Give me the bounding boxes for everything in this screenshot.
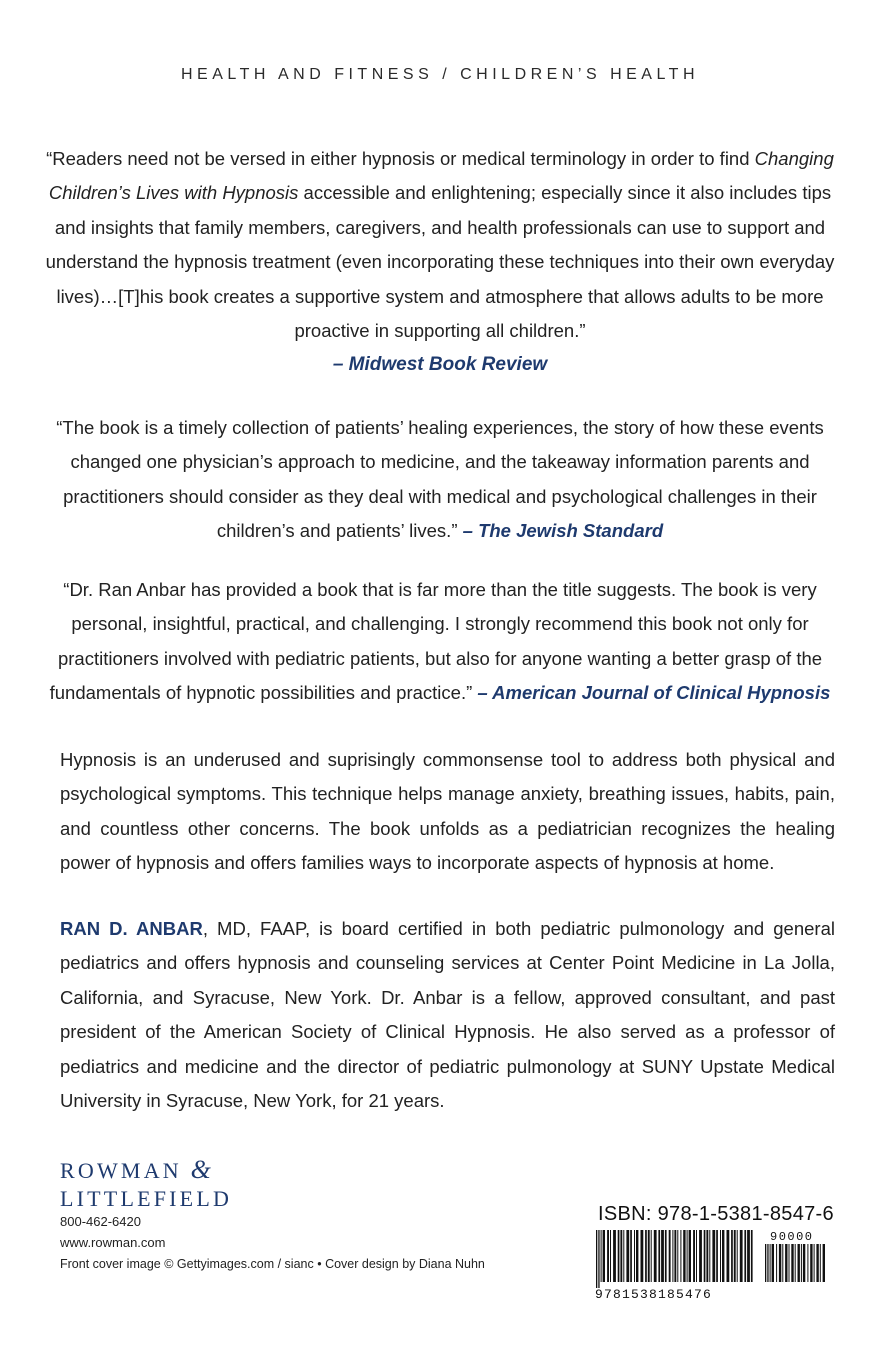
barcode-bar [731,1230,733,1282]
barcode-bar [636,1230,638,1282]
barcode-bar [816,1244,818,1282]
barcode-bar [607,1230,609,1282]
publisher-name-line1: ROWMAN [60,1158,182,1183]
publisher-phone: 800-462-6420 [60,1214,141,1229]
barcode-bar [803,1244,805,1282]
barcode-bar [740,1230,743,1282]
barcode-bar [791,1244,793,1282]
barcode-addon-digits: 90000 [770,1230,814,1244]
barcode-bar [720,1230,721,1282]
barcode-bar [772,1244,774,1282]
barcode-bar [737,1230,738,1282]
barcode-bar [704,1230,706,1282]
quote-text: “The book is a timely collection of patients’ healing experiences, the story of how these events changed one physician’s approach to medicine, and the takeaway information parents and practitioners should consider as they deal with medical and psychological challenges in their children’s and patients’ lives.” [56,417,824,542]
publisher-ampersand: & [190,1155,211,1184]
isbn-label: ISBN: 978-1-5381-8547-6 [598,1203,834,1225]
review-quote-ajch [30,573,850,711]
publisher-website: www.rowman.com [60,1235,166,1250]
barcode-bar [807,1244,808,1282]
barcode-bar [669,1230,671,1282]
barcode-ean-digits: 9781538185476 [595,1287,713,1300]
barcode-bar [765,1244,766,1282]
review-quote-midwest [40,142,840,348]
barcode-bar [654,1230,657,1282]
quote-text-cont: accessible and enlightening; especially since it also includes tips and insights that family members, caregivers, and health professionals can use to support and understand the hypnosis treatment (even incorporating these techniques into their own everyday lives)…[T]his book creates a supportive system and atmosphere that allows adults to be more proactive in supporting all children.” [45,182,835,342]
author-name: RAN D. ANBAR [60,918,203,939]
cover-credits: Front cover image © Gettyimages.com / sianc • Cover design by Diana Nuhn [60,1257,485,1271]
barcode-bar [795,1244,796,1282]
barcode-bar [709,1230,710,1282]
barcode-bar [734,1230,736,1282]
barcode-bar [823,1244,825,1282]
barcode-bar [651,1230,652,1282]
publisher-logo [60,1156,232,1213]
barcode-bar [648,1230,650,1282]
barcode-bar [641,1230,644,1282]
barcode-bar [767,1244,768,1282]
barcode-bar [706,1230,708,1282]
barcode-bar [677,1230,678,1282]
barcode-bar [598,1230,599,1288]
barcode-bar [747,1230,750,1282]
barcode-bar [603,1230,605,1282]
barcode-bar [680,1230,681,1282]
quote-source: – The Jewish Standard [457,520,664,542]
barcode-bar [689,1230,691,1282]
barcode-bar [696,1230,697,1282]
quote-text: “Readers need not be versed in either hypnosis or medical terminology in order to find [46,148,750,169]
barcode-bar [814,1244,815,1282]
barcode-bar [798,1244,800,1282]
barcode-bar [620,1230,622,1282]
barcode-bar [630,1230,632,1282]
barcode-bar [601,1230,602,1282]
barcode-bar [716,1230,718,1282]
barcode-bar [623,1230,624,1282]
author-bio-text: , MD, FAAP, is board certified in both pediatric pulmonology and general pediatrics and offers hypnosis and counseling services at Center Point Medicine in La Jolla, California, and Syracuse, New York. Dr. Anbar is a fellow, approved consultant, and past president of the American Society of Clinical Hypnosis. He also served as a professor of pediatrics and medicine and the director of pediatric pulmonology at SUNY Upstate Medical University in Syracuse, New York, for 21 years. [60,918,835,1112]
barcode-bar [674,1230,676,1282]
book-title: Changing Children’s Lives with Hypnosis [48,148,834,204]
barcode-bar [672,1230,673,1282]
barcode-bar [613,1230,616,1282]
barcode-bar [782,1244,783,1282]
barcode-bar [665,1230,667,1282]
barcode-bar [618,1230,620,1282]
barcode-bar [727,1230,730,1282]
barcode-bar [658,1230,660,1282]
barcode-bar [785,1244,787,1282]
author-bio [60,912,835,1118]
quote-text: “Dr. Ran Anbar has provided a book that is far more than the title suggests. The book is very personal, insightful, practical, and challenging. I strongly recommend this book not only for practitioners involved with pediatric patients, but also for anyone wanting a better grasp of the fundamentals of hypnotic possibilities and practice.” [49,579,823,704]
barcode-image [593,1228,828,1300]
quote-source: – American Journal of Clinical Hypnosis [472,682,831,704]
book-description: Hypnosis is an underused and suprisingly commonsense tool to address both physical and psychological symptoms. This technique helps manage anxiety, breathing issues, habits, pain, and countless other concerns. The book unfolds as a pediatrician recognizes the healing power of hypnosis and offers families ways to incorporate aspects of hypnosis at home. [60,749,835,874]
barcode-bar [626,1230,629,1282]
review-quote-jewish-standard [40,411,840,549]
barcode-bar [699,1230,702,1282]
barcode-bar [645,1230,647,1282]
barcode-bar [722,1230,724,1282]
barcode-bar [712,1230,715,1282]
barcode-bar [820,1244,821,1282]
barcode-bar [779,1244,781,1282]
category-label: HEALTH AND FITNESS / CHILDREN’S HEALTH [180,66,700,83]
barcode-bar [683,1230,685,1282]
barcode-bar [687,1230,688,1282]
barcode-bar [744,1230,746,1282]
barcode-bar [810,1244,812,1282]
barcode-bar [751,1230,753,1282]
publisher-name-line2: LITTLEFIELD [60,1186,233,1211]
barcode-bar [596,1230,597,1288]
barcode-bar [610,1230,611,1282]
barcode-bar [789,1244,790,1282]
barcode-bar [801,1244,802,1282]
barcode-bar [693,1230,695,1282]
barcode-bar [776,1244,777,1282]
barcode-bar [634,1230,635,1282]
barcode-bar [770,1244,771,1282]
barcode-bar [661,1230,664,1282]
quote-source: – Midwest Book Review [332,354,548,375]
